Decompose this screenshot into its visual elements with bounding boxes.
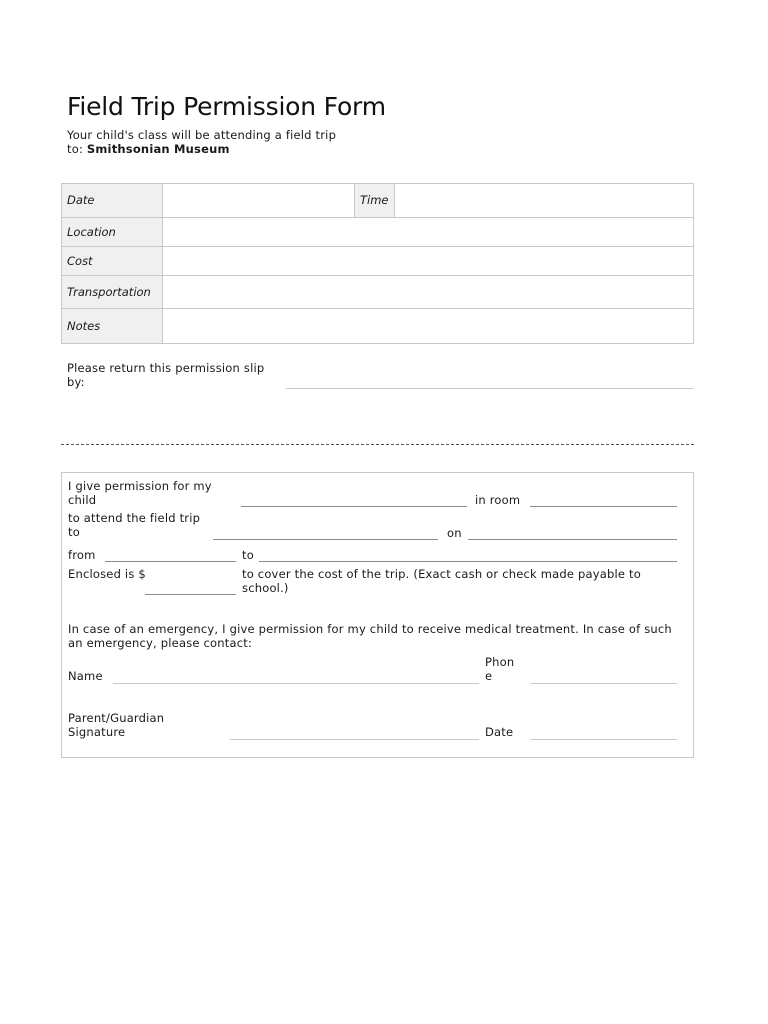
location-field[interactable] xyxy=(163,218,694,247)
trip-destination-field[interactable] xyxy=(213,539,438,540)
enclosed-label: Enclosed is $ xyxy=(68,567,146,581)
permission-slip xyxy=(61,472,694,758)
notes-row xyxy=(62,309,694,344)
location-row xyxy=(62,218,694,247)
from-time-field[interactable] xyxy=(105,561,236,562)
in-room-label: in room xyxy=(475,493,521,507)
signature-date-label: Date xyxy=(485,725,514,739)
signature-label: Parent/Guardian Signature xyxy=(68,711,165,739)
phone-label: Phone xyxy=(485,655,515,683)
contact-name-field[interactable] xyxy=(113,683,479,684)
child-name-field[interactable] xyxy=(241,506,467,507)
cover-cost-text: to cover the cost of the trip. (Exact cash or check made payable to school.) xyxy=(242,567,641,595)
trip-destination: Smithsonian Museum xyxy=(86,142,230,156)
give-permission-label: I give permission for my child xyxy=(68,479,212,507)
emergency-text: In case of an emergency, I give permission for my child to receive medical treatment. In case of such an emergency, please contact: xyxy=(68,622,672,650)
signature-field[interactable] xyxy=(230,739,479,740)
amount-field[interactable] xyxy=(145,594,236,595)
time-field[interactable] xyxy=(395,184,694,218)
date-row xyxy=(62,184,694,218)
trip-details-table xyxy=(61,183,694,344)
to-time-field[interactable] xyxy=(259,561,677,562)
time-label: Time xyxy=(355,184,395,218)
return-instructions: Please return this permission slip by: xyxy=(67,361,265,389)
transportation-row xyxy=(62,276,694,309)
cost-row xyxy=(62,247,694,276)
on-label: on xyxy=(447,526,462,540)
return-date-field[interactable] xyxy=(286,388,694,389)
cost-label: Cost xyxy=(62,247,163,276)
location-label: Location xyxy=(62,218,163,247)
cost-field[interactable] xyxy=(163,247,694,276)
contact-name-label: Name xyxy=(68,669,103,683)
from-label: from xyxy=(68,548,96,562)
date-field[interactable] xyxy=(163,184,355,218)
notes-label: Notes xyxy=(62,309,163,344)
room-field[interactable] xyxy=(530,506,677,507)
page-title: Field Trip Permission Form xyxy=(67,92,386,121)
transportation-label: Transportation xyxy=(62,276,163,309)
transportation-field[interactable] xyxy=(163,276,694,309)
cut-line-divider xyxy=(61,444,694,445)
notes-field[interactable] xyxy=(163,309,694,344)
attend-trip-label: to attend the field trip to xyxy=(68,511,201,539)
trip-date-field[interactable] xyxy=(468,539,677,540)
intro-text xyxy=(67,128,342,156)
to-label: to xyxy=(242,548,254,562)
intro-sentence: Your child's class will be attending a field trip to: xyxy=(67,128,337,156)
phone-field[interactable] xyxy=(530,683,677,684)
signature-date-field[interactable] xyxy=(530,739,677,740)
date-label: Date xyxy=(62,184,163,218)
